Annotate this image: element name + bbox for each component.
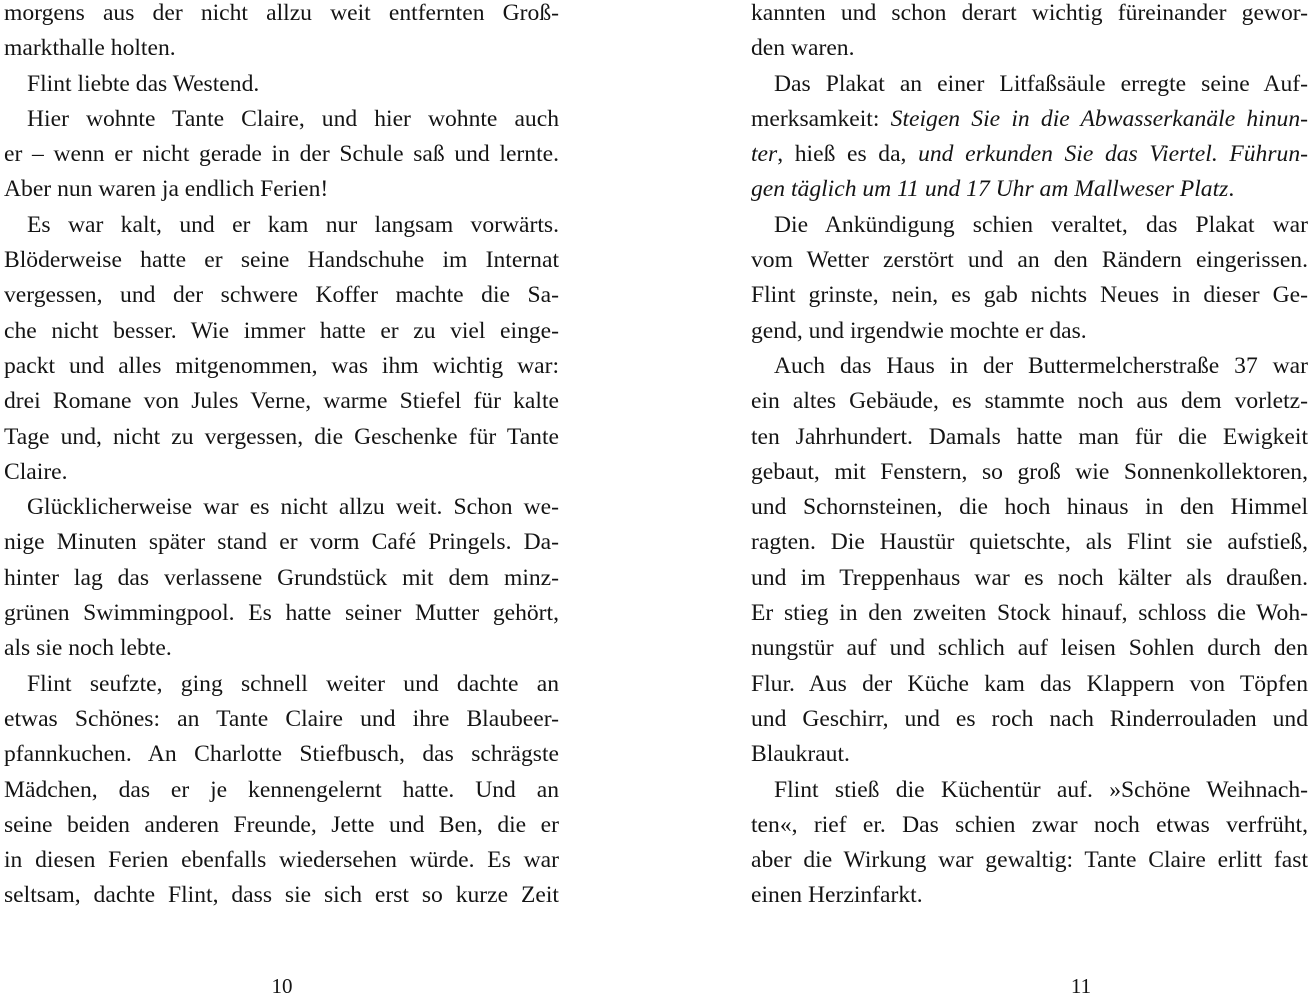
text-line: und Geschirr, und es roch nach Rinderrouladen und bbox=[751, 705, 1308, 732]
text-line: etwas Schönes: an Tante Claire und ihre Blaubeer- bbox=[4, 705, 559, 732]
text-line: aber die Wirkung war gewaltig: Tante Claire erlitt fast bbox=[751, 847, 1308, 874]
text-line: Flint seufzte, ging schnell weiter und dachte an bbox=[27, 670, 559, 697]
text-line: Das Plakat an einer Litfaßsäule erregte seine Auf- bbox=[774, 70, 1308, 97]
text-line: einen Herzinfarkt. bbox=[751, 882, 923, 909]
text-line: Er stieg in den zweiten Stock hinauf, schloss die Woh- bbox=[751, 600, 1308, 627]
text-line: morgens aus der nicht allzu weit entfernten Groß- bbox=[4, 0, 559, 26]
text-line: Aber nun waren ja endlich Ferien! bbox=[4, 176, 329, 203]
text-line: nige Minuten später stand er vorm Café Pringels. Da- bbox=[4, 529, 559, 556]
text-line: Es war kalt, und er kam nur langsam vorwärts. bbox=[27, 211, 559, 238]
text-line: Die Ankündigung schien veraltet, das Plakat war bbox=[774, 211, 1308, 238]
text-line: che nicht besser. Wie immer hatte er zu viel einge- bbox=[4, 317, 559, 344]
text-line: drei Romane von Jules Verne, warme Stiefel für kalte bbox=[4, 388, 559, 415]
text-line: ein altes Gebäude, es stammte noch aus dem vorletz- bbox=[751, 388, 1308, 415]
text-line: als sie noch lebte. bbox=[4, 635, 172, 662]
left-page-number: 10 bbox=[271, 974, 293, 998]
text-line: packt und alles mitgenommen, was ihm wichtig war: bbox=[4, 352, 559, 379]
text-line: Mädchen, das er je kennengelernt hatte. Und an bbox=[4, 776, 559, 803]
text-line: Blaukraut. bbox=[751, 741, 850, 768]
text-line: markthalle holten. bbox=[4, 35, 176, 62]
text-line: ten Jahrhundert. Damals hatte man für die Ewigkeit bbox=[751, 423, 1308, 450]
text-line: seine beiden anderen Freunde, Jette und Ben, die er bbox=[4, 811, 559, 838]
text-line: Tage und, nicht zu vergessen, die Geschenke für Tante bbox=[4, 423, 559, 450]
text-line: Claire. bbox=[4, 458, 68, 485]
text-line: vergessen, und der schwere Koffer machte die Sa- bbox=[4, 282, 559, 309]
text-line: und im Treppenhaus war es noch kälter als draußen. bbox=[751, 564, 1308, 591]
text-line: seltsam, dachte Flint, dass sie sich erst so kurze Zeit bbox=[4, 882, 559, 909]
text-line: grünen Swimmingpool. Es hatte seiner Mutter gehört, bbox=[4, 600, 559, 627]
text-line: Flur. Aus der Küche kam das Klappern von Töpfen bbox=[751, 670, 1308, 697]
text-line: den waren. bbox=[751, 35, 855, 62]
text-line: und Schornsteinen, die hoch hinaus in den Himmel bbox=[751, 494, 1308, 521]
text-line: Auch das Haus in der Buttermelcherstraße 37 war bbox=[774, 352, 1308, 379]
right-text-column bbox=[751, 0, 1308, 914]
text-line: er – wenn er nicht gerade in der Schule saß und lernte. bbox=[4, 141, 559, 168]
text-line: merksamkeit: Steigen Sie in die Abwasserkanäle hinun- bbox=[751, 105, 1308, 132]
text-line: Blöderweise hatte er seine Handschuhe im Internat bbox=[4, 247, 559, 274]
text-line: pfannkuchen. An Charlotte Stiefbusch, das schrägste bbox=[4, 741, 559, 768]
text-line: gend, und irgendwie mochte er das. bbox=[751, 317, 1087, 344]
text-line: nungstür auf und schlich auf leisen Sohlen durch den bbox=[751, 635, 1308, 662]
text-line: hinter lag das verlassene Grundstück mit dem minz- bbox=[4, 564, 559, 591]
text-line: Glücklicherweise war es nicht allzu weit. Schon we- bbox=[27, 494, 559, 521]
text-line: ter, hieß es da, und erkunden Sie das Viertel. Führun- bbox=[751, 141, 1308, 168]
text-line: vom Wetter zerstört und an den Rändern eingerissen. bbox=[751, 247, 1308, 274]
text-line: ragten. Die Haustür quietschte, als Flint sie aufstieß, bbox=[751, 529, 1308, 556]
text-line: gebaut, mit Fenstern, so groß wie Sonnenkollektoren, bbox=[751, 458, 1308, 485]
text-line: Flint liebte das Westend. bbox=[27, 70, 260, 97]
text-line: gen täglich um 11 und 17 Uhr am Mallweser Platz. bbox=[751, 176, 1235, 203]
text-line: Flint stieß die Küchentür auf. »Schöne Weihnach- bbox=[774, 776, 1308, 803]
text-line: Hier wohnte Tante Claire, und hier wohnte auch bbox=[27, 105, 559, 132]
left-text-column bbox=[4, 0, 559, 914]
text-line: Flint grinste, nein, es gab nichts Neues in dieser Ge- bbox=[751, 282, 1308, 309]
text-line: kannten und schon derart wichtig füreinander gewor- bbox=[751, 0, 1308, 26]
text-line: ten«, rief er. Das schien zwar noch etwas verfrüht, bbox=[751, 811, 1308, 838]
right-page-number: 11 bbox=[1070, 974, 1092, 998]
text-line: in diesen Ferien ebenfalls wiedersehen würde. Es war bbox=[4, 847, 559, 874]
